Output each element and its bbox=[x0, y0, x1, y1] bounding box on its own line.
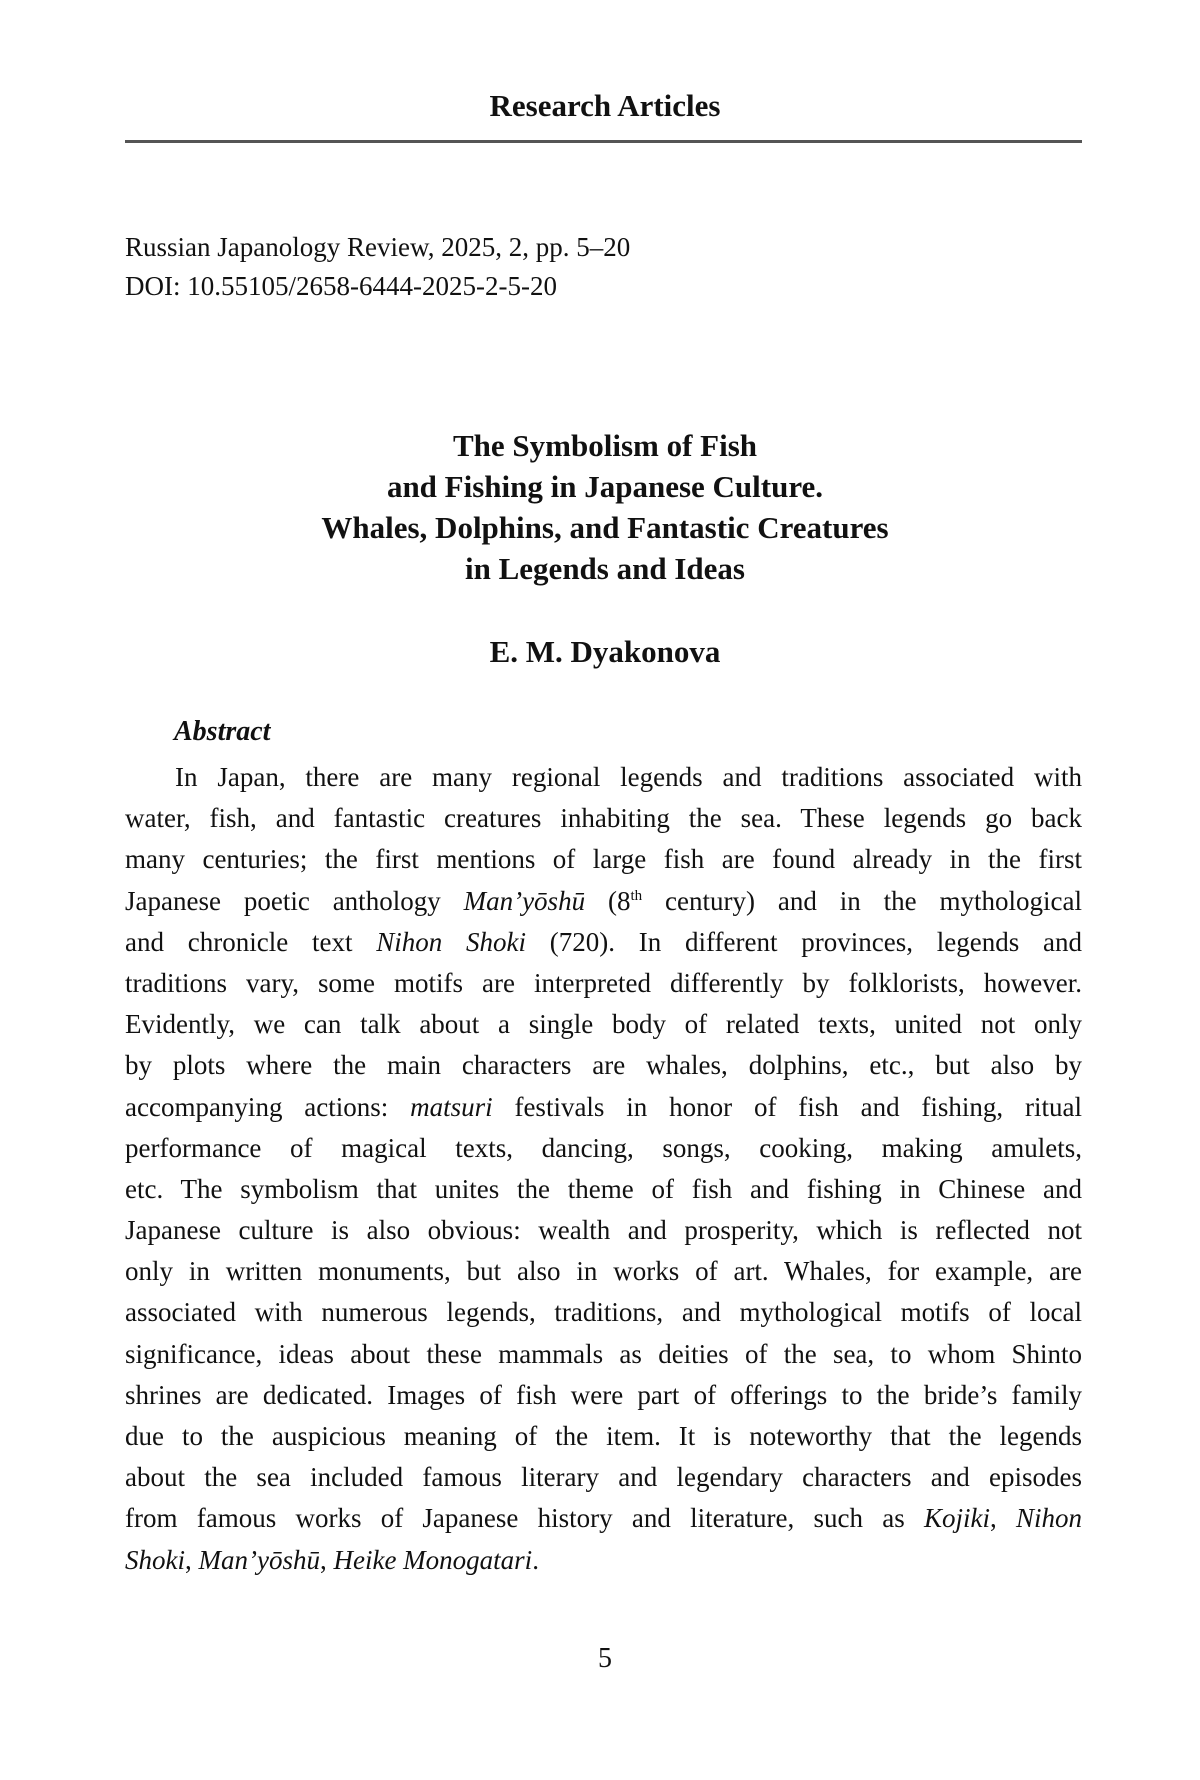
abstract-line bbox=[125, 1375, 1082, 1416]
abstract-line bbox=[125, 963, 1082, 1004]
author-name: E. M. Dyakonova bbox=[489, 634, 721, 669]
text-run: accompanying actions: bbox=[125, 1091, 411, 1122]
text-run: etc. The symbolism that unites the theme of fish and fishing in Chinese and bbox=[125, 1173, 1082, 1204]
text-run: significance, ideas about these mammals as deities of the sea, to whom Shinto bbox=[125, 1338, 1082, 1369]
abstract-line bbox=[125, 1416, 1082, 1457]
text-run: In Japan, there are many regional legends and traditions associated with bbox=[175, 762, 1082, 792]
text-run: . bbox=[532, 1544, 539, 1575]
italic-term: Nihon bbox=[1015, 1503, 1082, 1534]
abstract-line bbox=[125, 1045, 1082, 1086]
abstract-line bbox=[125, 1457, 1082, 1498]
text-run: Evidently, we can talk about a single body of related texts, united not only bbox=[125, 1009, 1082, 1040]
text-run: festivals in honor of fish and fishing, ritual bbox=[492, 1091, 1082, 1122]
italic-term: Shoki bbox=[125, 1544, 185, 1575]
text-run: and chronicle text bbox=[125, 926, 377, 957]
text-run: about the sea included famous literary and legendary characters and episodes bbox=[125, 1462, 1082, 1493]
italic-term: Man’yōshū bbox=[198, 1544, 320, 1575]
text-run: traditions vary, some motifs are interpreted differently by folklorists, however. bbox=[125, 967, 1082, 998]
abstract-line bbox=[125, 839, 1082, 880]
header-rule bbox=[125, 140, 1082, 143]
abstract-line bbox=[125, 1004, 1082, 1045]
abstract-line bbox=[125, 1498, 1082, 1539]
abstract-line bbox=[125, 1251, 1082, 1292]
abstract-heading: Abstract bbox=[174, 716, 271, 747]
abstract-line bbox=[125, 881, 1082, 922]
title-line: Whales, Dolphins, and Fantastic Creatures bbox=[321, 510, 889, 545]
text-run: many centuries; the first mentions of large fish are found already in the first bbox=[125, 844, 1082, 875]
text-run: , bbox=[989, 1503, 1016, 1534]
abstract-line bbox=[125, 922, 1082, 963]
journal-citation: Russian Japanology Review, 2025, 2, pp. 5–20 bbox=[125, 232, 631, 262]
text-run: performance of magical texts, dancing, songs, cooking, making amulets, bbox=[125, 1132, 1082, 1163]
text-run: , bbox=[185, 1544, 199, 1575]
text-run: , bbox=[319, 1544, 334, 1575]
abstract-line bbox=[125, 1540, 1082, 1581]
text-run: water, fish, and fantastic creatures inhabiting the sea. These legends go back bbox=[125, 803, 1082, 834]
text-run: th bbox=[630, 887, 643, 904]
text-run: century) and in the mythological bbox=[642, 885, 1082, 916]
italic-term: Kojiki bbox=[923, 1503, 990, 1534]
abstract-line bbox=[125, 1128, 1082, 1169]
title-line: in Legends and Ideas bbox=[465, 551, 745, 586]
text-run: due to the auspicious meaning of the item. It is noteworthy that the legends bbox=[125, 1421, 1082, 1451]
article-title bbox=[0, 425, 1200, 589]
text-run: Japanese culture is also obvious: wealth and prosperity, which is reflected not bbox=[125, 1215, 1082, 1246]
abstract-line bbox=[125, 1292, 1082, 1333]
abstract-line bbox=[125, 1210, 1082, 1251]
abstract-line bbox=[125, 757, 1082, 798]
text-run: shrines are dedicated. Images of fish were part of offerings to the bride’s family bbox=[125, 1379, 1082, 1410]
running-header: Research Articles bbox=[489, 88, 721, 123]
doi: DOI: 10.55105/2658-6444-2025-2-5-20 bbox=[125, 271, 557, 301]
italic-term: Man’yōshū bbox=[463, 885, 586, 916]
text-run: (8 bbox=[585, 885, 631, 916]
abstract-line bbox=[125, 1087, 1082, 1128]
title-line: and Fishing in Japanese Culture. bbox=[386, 469, 824, 504]
text-run: Japanese poetic anthology bbox=[125, 885, 464, 916]
abstract-body bbox=[125, 757, 1082, 1581]
text-run: (720). In different provinces, legends and bbox=[526, 926, 1083, 957]
italic-term: Nihon Shoki bbox=[376, 926, 527, 957]
abstract-line bbox=[125, 1169, 1082, 1210]
text-run: by plots where the main characters are whales, dolphins, etc., but also by bbox=[125, 1050, 1082, 1081]
text-run: associated with numerous legends, traditions, and mythological motifs of local bbox=[125, 1297, 1082, 1328]
italic-term: Heike Monogatari bbox=[333, 1544, 533, 1575]
text-run: from famous works of Japanese history and literature, such as bbox=[125, 1503, 924, 1534]
page-number: 5 bbox=[598, 1643, 612, 1674]
abstract-line bbox=[125, 798, 1082, 839]
abstract-line bbox=[125, 1334, 1082, 1375]
title-line: The Symbolism of Fish bbox=[452, 428, 758, 463]
italic-term: matsuri bbox=[410, 1091, 493, 1122]
text-run: only in written monuments, but also in works of art. Whales, for example, are bbox=[125, 1256, 1082, 1287]
